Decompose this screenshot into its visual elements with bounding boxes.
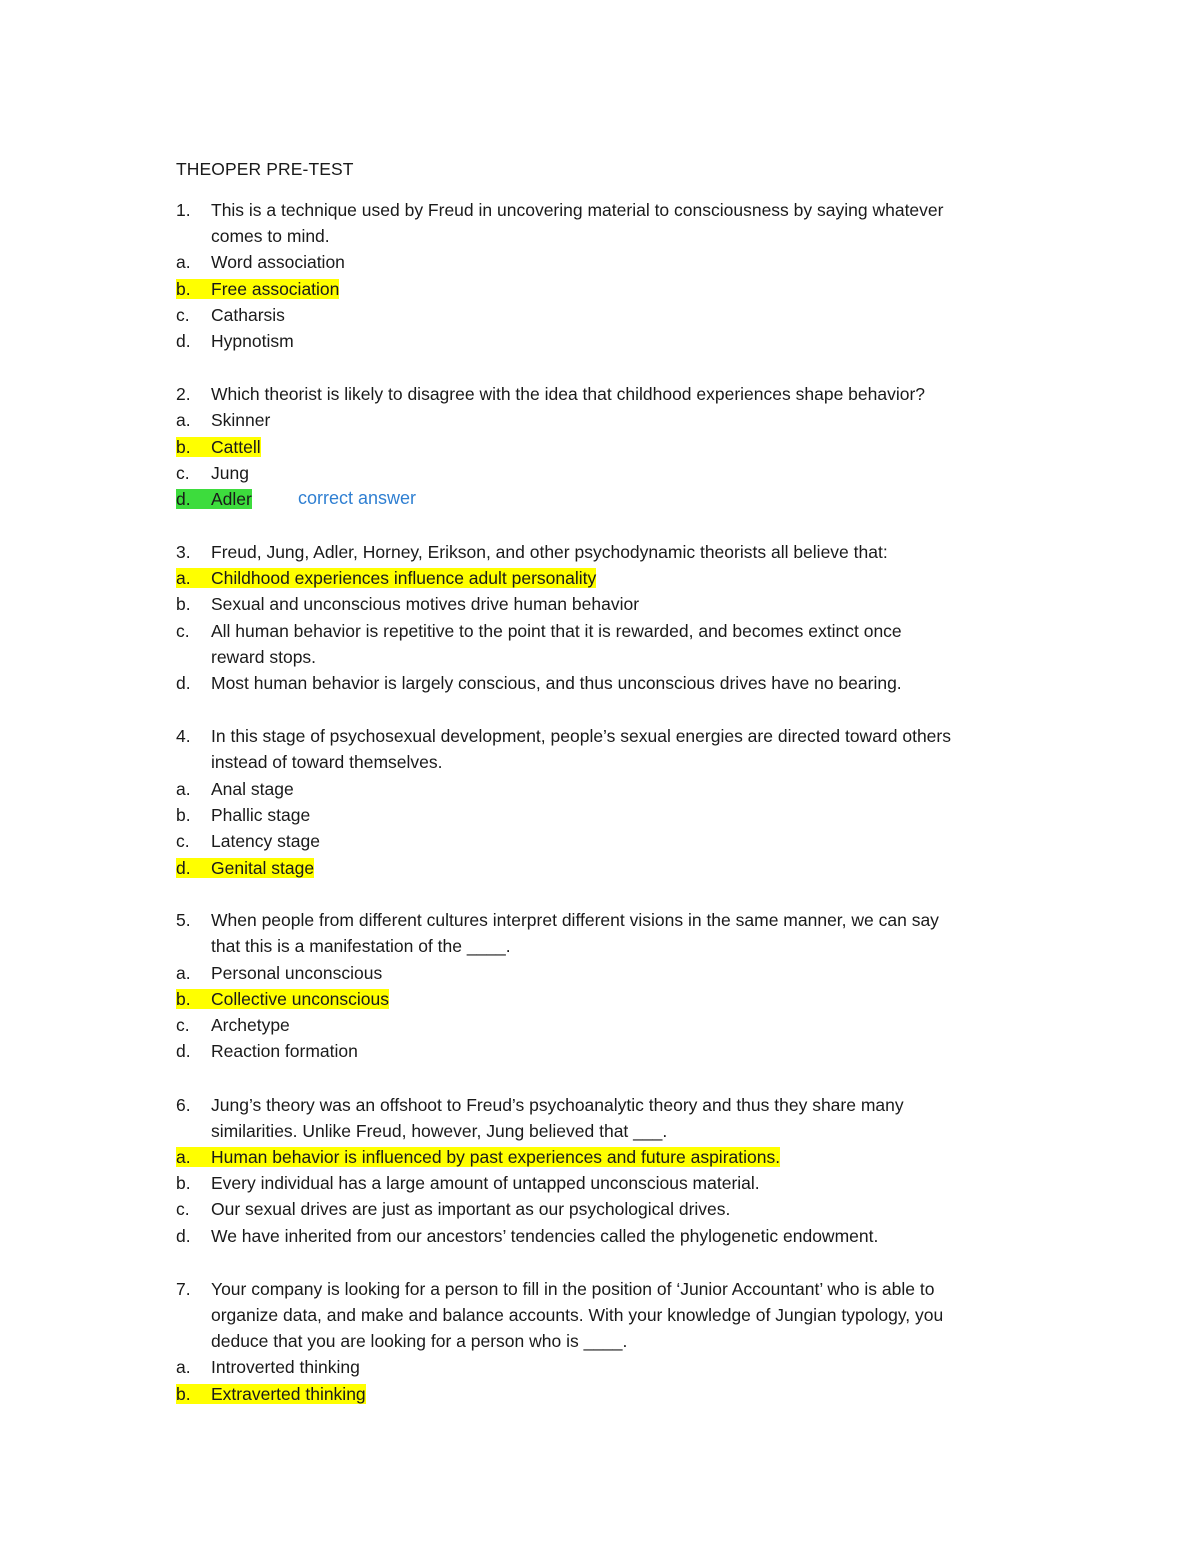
option-letter: c. <box>176 1015 190 1035</box>
option-text: Free association <box>211 279 340 299</box>
q5-option-d <box>176 1038 358 1064</box>
option-text: Skinner <box>211 410 271 430</box>
option-text: Catharsis <box>211 305 285 325</box>
q4-option-b <box>176 802 310 828</box>
option-letter: c. <box>176 831 190 851</box>
option-text: Hypnotism <box>211 331 294 351</box>
option-text: Anal stage <box>211 779 294 799</box>
option-letter: d. <box>176 1041 191 1061</box>
option-text: Jung <box>211 463 249 483</box>
question-number: 1. <box>176 200 191 220</box>
option-text: We have inherited from our ancestors’ tendencies called the phylogenetic endowment. <box>211 1226 879 1246</box>
question-1-stem-cont: comes to mind. <box>211 226 330 246</box>
question-5-stem-cont: that this is a manifestation of the ____. <box>211 936 511 956</box>
option-text: Our sexual drives are just as important as our psychological drives. <box>211 1199 731 1219</box>
q7-option-b <box>176 1381 366 1407</box>
q3-option-b <box>176 591 639 617</box>
option-letter: d. <box>176 331 191 351</box>
option-letter: a. <box>176 1147 191 1167</box>
q6-option-d <box>176 1223 878 1249</box>
option-text: Personal unconscious <box>211 963 383 983</box>
option-letter: c. <box>176 463 190 483</box>
option-text: Genital stage <box>211 858 315 878</box>
option-letter: a. <box>176 1357 191 1377</box>
option-text: Latency stage <box>211 831 320 851</box>
option-letter: d. <box>176 489 191 509</box>
question-number: 7. <box>176 1279 191 1299</box>
option-text: Most human behavior is largely conscious, and thus unconscious drives have no bearing. <box>211 673 902 693</box>
option-letter: b. <box>176 437 191 457</box>
option-letter: b. <box>176 1173 191 1193</box>
option-text: Adler <box>211 489 252 509</box>
option-letter: a. <box>176 252 191 272</box>
option-text: Word association <box>211 252 345 272</box>
option-text: Childhood experiences influence adult personality <box>211 568 597 588</box>
question-text: Jung’s theory was an offshoot to Freud’s psychoanalytic theory and thus they share many <box>211 1095 904 1115</box>
option-letter: a. <box>176 410 191 430</box>
option-text: Cattell <box>211 437 261 457</box>
question-text: When people from different cultures interpret different visions in the same manner, we can say <box>211 910 939 930</box>
q1-option-c <box>176 302 285 328</box>
question-text: This is a technique used by Freud in uncovering material to consciousness by saying whatever <box>211 200 944 220</box>
option-letter: b. <box>176 279 191 299</box>
option-letter: d. <box>176 673 191 693</box>
question-text: Freud, Jung, Adler, Horney, Erikson, and other psychodynamic theorists all believe that: <box>211 542 888 562</box>
question-7-stem <box>176 1276 934 1302</box>
q2-option-d <box>176 486 252 512</box>
option-text: Sexual and unconscious motives drive human behavior <box>211 594 640 614</box>
option-text: Human behavior is influenced by past experiences and future aspirations. <box>211 1147 781 1167</box>
question-4-stem-cont: instead of toward themselves. <box>211 752 443 772</box>
question-number: 3. <box>176 542 191 562</box>
option-text: Reaction formation <box>211 1041 358 1061</box>
question-2-stem <box>176 381 925 407</box>
q1-option-d <box>176 328 294 354</box>
option-letter: c. <box>176 1199 190 1219</box>
option-text: Extraverted thinking <box>211 1384 366 1404</box>
option-letter: d. <box>176 1226 191 1246</box>
q4-option-a <box>176 776 294 802</box>
q7-option-a <box>176 1354 360 1380</box>
q2-option-b <box>176 434 261 460</box>
q2-option-a <box>176 407 270 433</box>
q1-option-a <box>176 249 345 275</box>
q3-option-c <box>176 618 902 644</box>
q2-option-c <box>176 460 249 486</box>
option-text: Introverted thinking <box>211 1357 360 1377</box>
question-1-stem <box>176 197 943 223</box>
question-text: In this stage of psychosexual development, people’s sexual energies are directed toward others <box>211 726 951 746</box>
option-text: Archetype <box>211 1015 290 1035</box>
option-letter: d. <box>176 858 191 878</box>
question-6-stem <box>176 1092 904 1118</box>
document-title: THEOPER PRE-TEST <box>176 159 354 179</box>
q3-option-a <box>176 565 596 591</box>
option-letter: a. <box>176 963 191 983</box>
question-text: Which theorist is likely to disagree with the idea that childhood experiences shape behavior? <box>211 384 926 404</box>
option-letter: c. <box>176 621 190 641</box>
option-text: Collective unconscious <box>211 989 390 1009</box>
option-letter: a. <box>176 779 191 799</box>
question-3-stem <box>176 539 888 565</box>
question-text: Your company is looking for a person to fill in the position of ‘Junior Accountant’ who is able to <box>211 1279 935 1299</box>
option-text: All human behavior is repetitive to the point that it is rewarded, and becomes extinct once <box>211 621 902 641</box>
question-number: 5. <box>176 910 191 930</box>
q5-option-b <box>176 986 389 1012</box>
q4-option-c <box>176 828 320 854</box>
q6-option-b <box>176 1170 760 1196</box>
option-letter: b. <box>176 594 191 614</box>
question-7-stem-cont-2: deduce that you are looking for a person who is ____. <box>211 1331 628 1351</box>
question-4-stem <box>176 723 951 749</box>
q3-option-c-cont: reward stops. <box>211 647 317 667</box>
question-7-stem-cont-1: organize data, and make and balance accounts. With your knowledge of Jungian typology, you <box>211 1305 944 1325</box>
question-number: 2. <box>176 384 191 404</box>
option-letter: b. <box>176 805 191 825</box>
q5-option-a <box>176 960 382 986</box>
question-number: 4. <box>176 726 191 746</box>
question-5-stem <box>176 907 939 933</box>
q5-option-c <box>176 1012 290 1038</box>
q4-option-d <box>176 855 314 881</box>
option-letter: b. <box>176 1384 191 1404</box>
option-letter: b. <box>176 989 191 1009</box>
option-letter: a. <box>176 568 191 588</box>
question-6-stem-cont: similarities. Unlike Freud, however, Jung believed that ___. <box>211 1121 668 1141</box>
q3-option-d <box>176 670 902 696</box>
option-text: Every individual has a large amount of untapped unconscious material. <box>211 1173 760 1193</box>
option-letter: c. <box>176 305 190 325</box>
q1-option-b <box>176 276 339 302</box>
q6-option-c <box>176 1196 730 1222</box>
correct-answer-annotation: correct answer <box>298 488 417 508</box>
question-number: 6. <box>176 1095 191 1115</box>
option-text: Phallic stage <box>211 805 311 825</box>
q6-option-a <box>176 1144 780 1170</box>
